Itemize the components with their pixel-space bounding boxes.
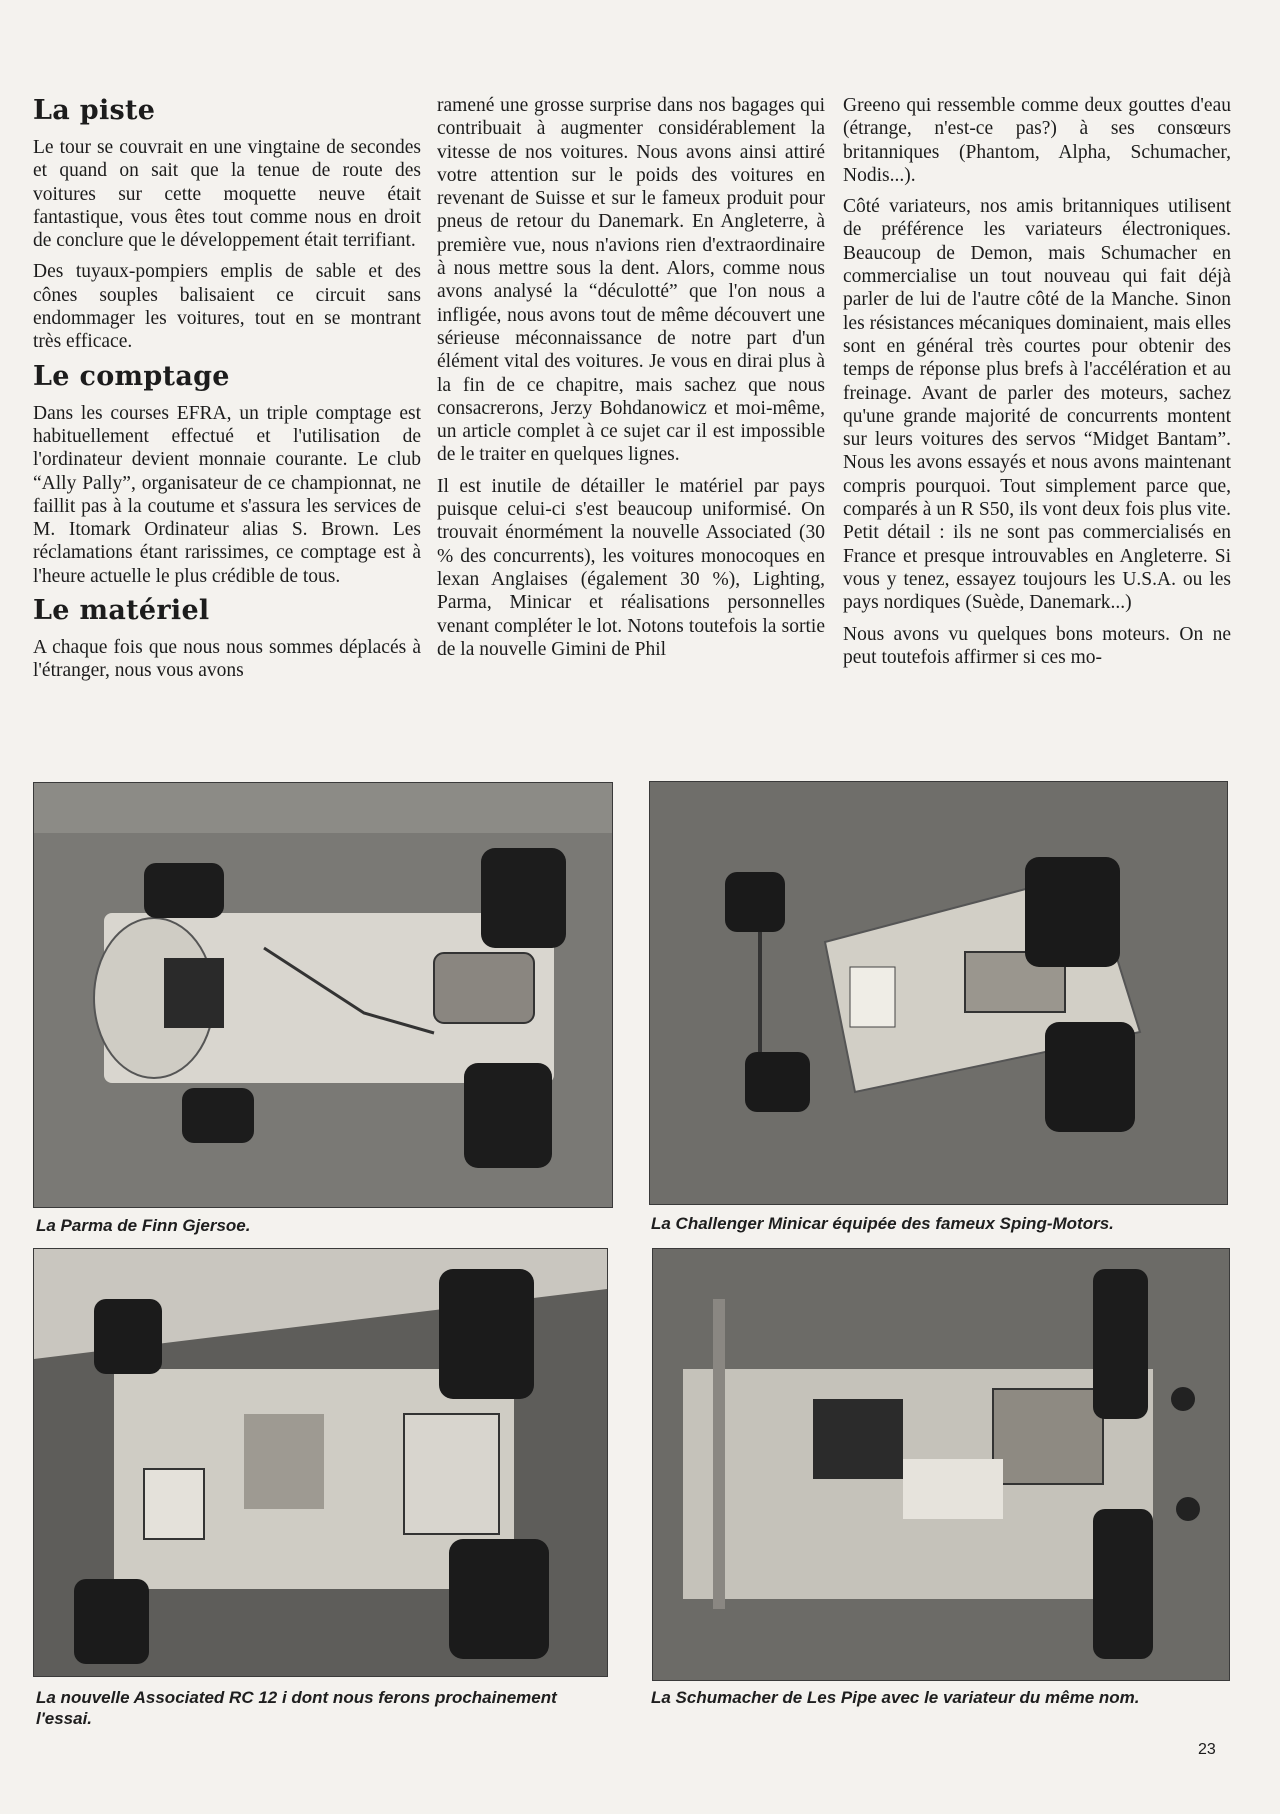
paragraph: Le tour se couvrait en une vingtaine de secondes et quand on sait que la tenue de route des voitures sur cette moquette neuve était fantastique, vous êtes tout comme nous en droit de conclure que le développement était terrifiant. — [33, 137, 421, 252]
paragraph: Il est inutile de détailler le matériel par pays puisque celui-ci s'est beaucoup uniformisé. On trouvait énormément la nouvelle Associated (30 % des concurrents), les voitures monocoques en lexan Anglaises (également 30 %), Lighting, Parma, Minicar et réalisations personnelles venant compléter le lot. Notons toutefois la sortie de la nouvelle Gimini de Phil — [437, 475, 825, 660]
paragraph: A chaque fois que nous nous sommes déplacés à l'étranger, nous vous avons — [33, 637, 421, 682]
photo-schumacher — [652, 1248, 1230, 1681]
paragraph: Dans les courses EFRA, un triple comptage est habituellement effectué et l'utilisation de l'ordinateur devient monnaie courante. Le club “Ally Pally”, organisateur de ce championnat, ne faillit pas à la coutume et s'assura les services de M. Itomark Ordinateur alias S. Brown. Les réclamations étant rarissimes, ce comptage est à l'heure actuelle le plus crédible de tous. — [33, 402, 421, 587]
paragraph: ramené une grosse surprise dans nos bagages qui contribuait à augmenter considérablement la vitesse de nos voitures. Nous avons ainsi attiré votre attention sur le poids des voitures en revenant de Suisse et sur le fameux produit pour pneus de retour du Danemark. En Angleterre, à première vue, nous n'avions rien d'extraordinaire à nous mettre sous la dent. Alors, comme nous avons analysé la “déculotté” que l'on nous a infligée, nous avons tout de même découvert une sérieuse méconnaissance de notre part d'un élément vital des voitures. Je vous en dirai plus à la fin de ce chapitre, mais sachez que nous consacrerons, Jerzy Bohdanowicz et moi-même, un article complet à ce sujet car il est impossible de le traiter en quelques lignes. — [437, 95, 825, 466]
photo-challenger-minicar — [649, 781, 1228, 1205]
text-column-1 — [33, 94, 421, 691]
text-column-3 — [843, 94, 1231, 677]
section-heading-la-piste: La piste — [33, 95, 156, 126]
figure-caption: La nouvelle Associated RC 12 i dont nous ferons prochainement l'essai. — [36, 1688, 557, 1728]
paragraph: Des tuyaux-pompiers emplis de sable et des cônes souples balisaient ce circuit sans endommager les voitures, tout en se montrant très efficace. — [33, 261, 421, 353]
photo-parma-car — [33, 782, 613, 1208]
page-number: 23 — [1198, 1741, 1216, 1758]
text-column-2 — [437, 94, 825, 669]
section-heading-le-materiel: Le matériel — [33, 595, 210, 627]
figure-caption: La Parma de Finn Gjersoe. — [36, 1216, 251, 1235]
figure-caption: La Challenger Minicar équipée des fameux Sping-Motors. — [651, 1214, 1114, 1233]
photo-associated-rc12i — [33, 1248, 608, 1677]
paragraph: Greeno qui ressemble comme deux gouttes d'eau (étrange, n'est-ce pas?) à ses consœurs britanniques (Phantom, Alpha, Schumacher, Nodis...). — [843, 95, 1231, 186]
paragraph: Nous avons vu quelques bons moteurs. On ne peut toutefois affirmer si ces mo- — [843, 623, 1231, 668]
figure-caption: La Schumacher de Les Pipe avec le variateur du même nom. — [651, 1688, 1140, 1707]
section-heading-le-comptage: Le comptage — [33, 360, 230, 392]
paragraph: Côté variateurs, nos amis britanniques utilisent de préférence les variateurs électroniques. Beaucoup de Demon, mais Schumacher en commercialise un tout nouveau qui fait déjà parler de lui de l'autre côté de la Manche. Sinon les résistances mécaniques dominaient, mais elles sont en général très courtes pour obtenir des temps de réponse plus brefs à l'accélération et au freinage. Avant de parler des moteurs, sachez qu'une grande majorité de concurrents montent sur leurs voitures des servos “Midget Bantam”. Nous les avons essayés et nous avons maintenant compris pourquoi. Tout simplement parce que, comparés à un R S50, ils vont deux fois plus vite. Petit détail : ils ne sont pas commercialisés en France et presque introuvables en Angleterre. Si vous y tenez, essayez toujours les U.S.A. ou les pays nordiques (Suède, Danemark...) — [843, 196, 1231, 614]
